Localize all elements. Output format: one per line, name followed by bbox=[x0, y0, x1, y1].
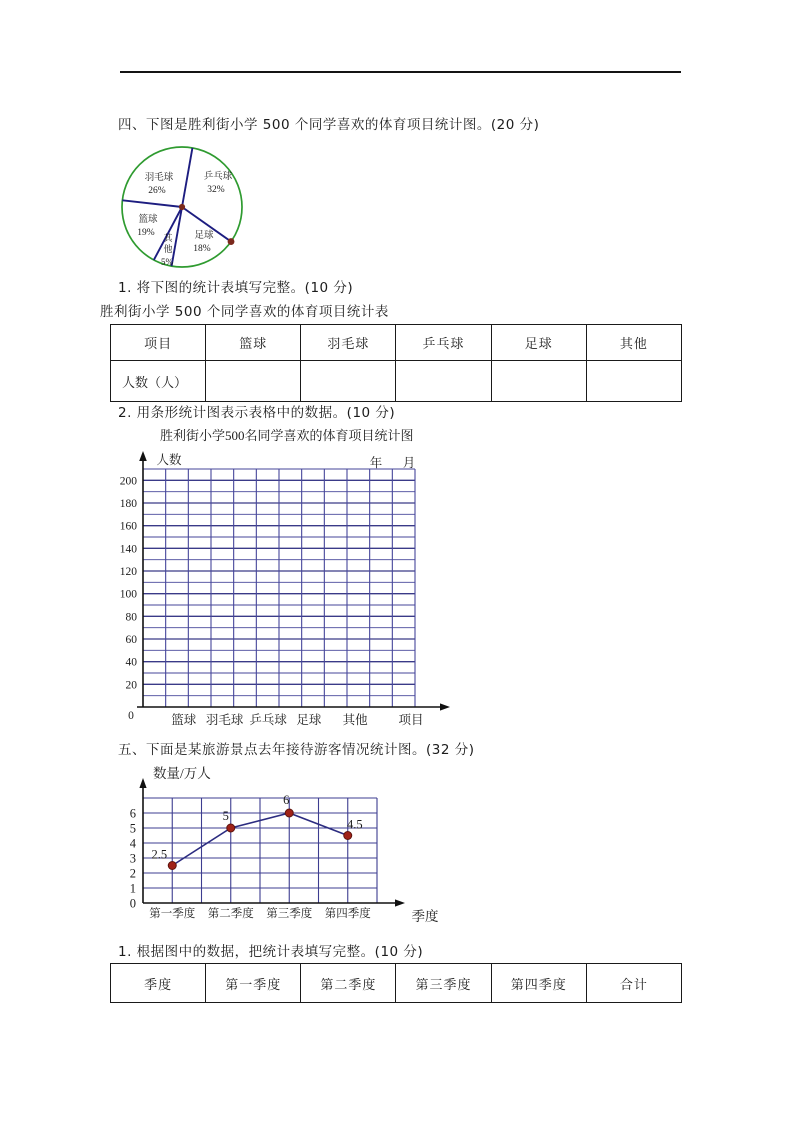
svg-text:40: 40 bbox=[125, 656, 137, 669]
svg-text:20: 20 bbox=[125, 679, 137, 692]
data-point bbox=[168, 862, 176, 870]
svg-text:4.5: 4.5 bbox=[346, 817, 363, 832]
pie-chart bbox=[112, 144, 264, 278]
svg-text:第一季度: 第一季度 bbox=[149, 906, 196, 920]
svg-text:年: 年 bbox=[369, 455, 383, 470]
table1-title: 胜利街小学 500 个同学喜欢的体育项目统计表 bbox=[100, 304, 389, 320]
svg-text:其: 其 bbox=[163, 234, 173, 244]
svg-text:1: 1 bbox=[129, 881, 136, 896]
svg-text:项目: 项目 bbox=[398, 712, 424, 727]
column-header: 季度 bbox=[111, 964, 206, 1003]
svg-text:140: 140 bbox=[119, 543, 137, 556]
svg-text:4: 4 bbox=[129, 836, 136, 851]
column-header: 足球 bbox=[491, 325, 586, 361]
empty-answer-cell bbox=[301, 361, 396, 402]
pie-edge-dot bbox=[228, 238, 235, 245]
svg-text:120: 120 bbox=[119, 566, 137, 578]
line-chart-ylabel: 数量/万人 bbox=[153, 766, 211, 781]
svg-text:100: 100 bbox=[119, 588, 137, 601]
svg-text:6: 6 bbox=[283, 793, 290, 807]
svg-text:篮球: 篮球 bbox=[138, 214, 158, 225]
question1-text: 1. 将下图的统计表填写完整。(10 分) bbox=[118, 280, 354, 296]
data-point bbox=[344, 832, 352, 840]
svg-text:5: 5 bbox=[222, 809, 229, 823]
svg-text:2.5: 2.5 bbox=[151, 847, 168, 862]
column-header: 其他 bbox=[586, 325, 681, 361]
quarters-stats-table bbox=[110, 963, 682, 1003]
svg-text:19%: 19% bbox=[137, 228, 155, 238]
svg-text:60: 60 bbox=[125, 634, 137, 646]
empty-answer-cell bbox=[586, 361, 681, 402]
column-header: 项目 bbox=[111, 325, 206, 361]
svg-text:乒乓球: 乒乓球 bbox=[203, 171, 233, 182]
column-header: 合计 bbox=[586, 964, 681, 1003]
svg-text:18%: 18% bbox=[193, 244, 211, 254]
sports-stats-table bbox=[110, 324, 682, 402]
svg-text:0: 0 bbox=[128, 710, 134, 722]
svg-text:32%: 32% bbox=[207, 185, 225, 195]
column-header: 第四季度 bbox=[491, 964, 586, 1003]
svg-text:26%: 26% bbox=[148, 186, 166, 196]
line-chart bbox=[100, 778, 460, 930]
svg-text:季度: 季度 bbox=[411, 909, 439, 925]
empty-answer-cell bbox=[206, 361, 301, 402]
bar-chart-title: 胜利街小学500名同学喜欢的体育项目统计图 bbox=[160, 428, 414, 443]
svg-text:第二季度: 第二季度 bbox=[207, 906, 254, 920]
data-point bbox=[285, 809, 293, 817]
question2-text: 2. 用条形统计图表示表格中的数据。(10 分) bbox=[118, 405, 396, 421]
svg-text:羽毛球: 羽毛球 bbox=[144, 172, 174, 183]
column-header: 第一季度 bbox=[206, 964, 301, 1003]
column-header: 第三季度 bbox=[396, 964, 491, 1003]
empty-answer-cell bbox=[491, 361, 586, 402]
svg-text:其他: 其他 bbox=[342, 712, 368, 727]
pie-center-dot bbox=[179, 204, 185, 210]
empty-answer-cell bbox=[396, 361, 491, 402]
column-header: 第二季度 bbox=[301, 964, 396, 1003]
column-header: 篮球 bbox=[206, 325, 301, 361]
svg-text:5: 5 bbox=[129, 821, 136, 836]
svg-text:人数: 人数 bbox=[156, 452, 182, 467]
svg-text:5%: 5% bbox=[161, 257, 173, 267]
svg-text:200: 200 bbox=[119, 475, 137, 488]
data-point bbox=[227, 824, 235, 832]
section5-title: 五、下面是某旅游景点去年接待游客情况统计图。(32 分) bbox=[118, 742, 475, 758]
svg-text:篮球: 篮球 bbox=[171, 712, 197, 727]
svg-text:羽毛球: 羽毛球 bbox=[205, 712, 244, 727]
column-header: 乒乓球 bbox=[396, 325, 491, 361]
column-header: 羽毛球 bbox=[301, 325, 396, 361]
svg-text:月: 月 bbox=[402, 455, 416, 470]
row-label-cell: 人数（人） bbox=[111, 361, 206, 402]
svg-text:3: 3 bbox=[129, 851, 136, 866]
header-rule bbox=[120, 71, 681, 73]
question3-text: 1. 根据图中的数据，把统计表填写完整。(10 分) bbox=[118, 944, 424, 960]
svg-text:180: 180 bbox=[119, 498, 137, 510]
svg-text:2: 2 bbox=[129, 866, 136, 881]
svg-text:160: 160 bbox=[119, 520, 137, 533]
svg-text:6: 6 bbox=[129, 806, 136, 821]
svg-text:足球: 足球 bbox=[296, 712, 322, 727]
svg-text:乒乓球: 乒乓球 bbox=[249, 712, 287, 727]
svg-text:0: 0 bbox=[129, 896, 136, 911]
section4-title: 四、下图是胜利街小学 500 个同学喜欢的体育项目统计图。(20 分) bbox=[118, 117, 540, 133]
svg-text:第三季度: 第三季度 bbox=[266, 906, 313, 920]
svg-text:足球: 足球 bbox=[194, 230, 214, 241]
svg-text:80: 80 bbox=[125, 611, 137, 624]
svg-text:第四季度: 第四季度 bbox=[324, 906, 371, 920]
bar-chart-grid bbox=[99, 450, 454, 742]
svg-text:他: 他 bbox=[163, 245, 173, 255]
